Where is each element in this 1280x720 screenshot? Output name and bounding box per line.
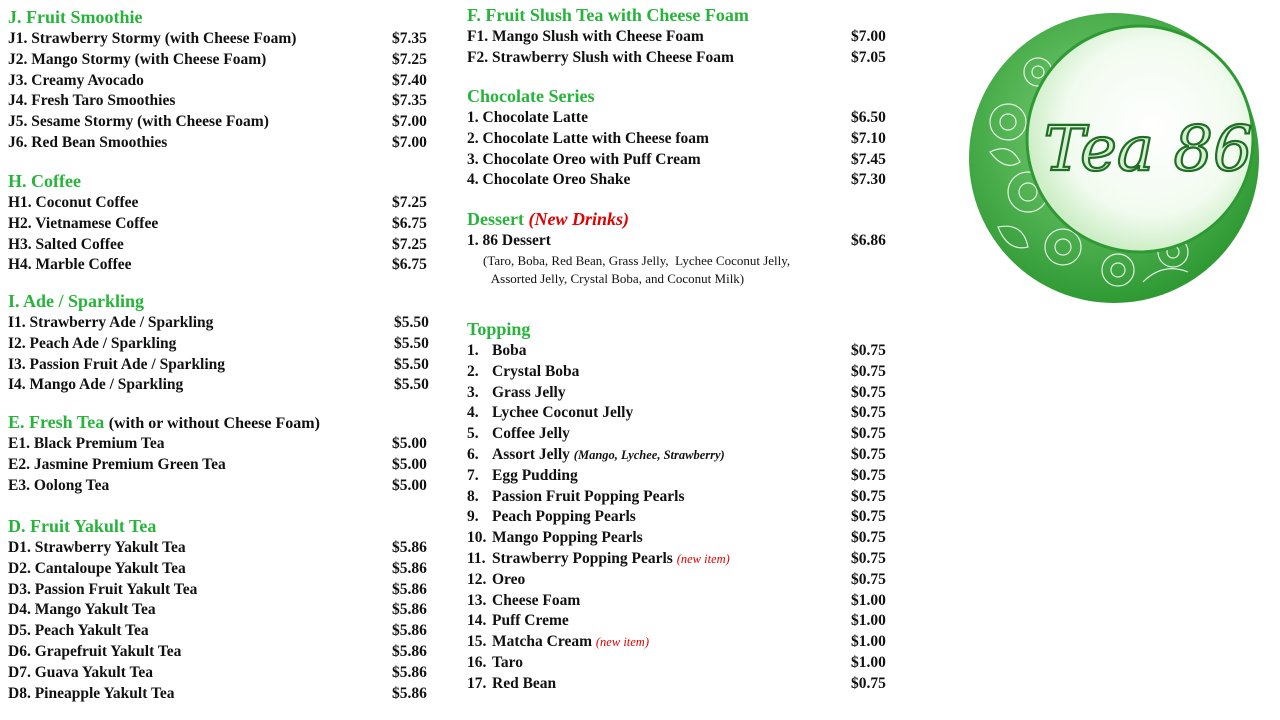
- menu-item-name-wrap: [467, 487, 684, 508]
- menu-item-price: $7.25: [392, 194, 427, 211]
- topping-number: 13.: [467, 591, 487, 609]
- menu-item-name: H2. Vietnamese Coffee: [8, 214, 159, 232]
- menu-item-price: $7.40: [392, 71, 427, 89]
- menu-item-price: $6.86: [851, 232, 886, 249]
- menu-item: [8, 663, 438, 684]
- topping-number: 3.: [467, 383, 479, 401]
- menu-item-name-wrap: [8, 642, 181, 663]
- menu-item-name-wrap: [8, 580, 197, 601]
- menu-item-name-wrap: [8, 355, 225, 376]
- section-title-text: H. Coffee: [8, 171, 81, 191]
- section-title-text: D. Fruit Yakult Tea: [8, 516, 157, 536]
- topping-number: 1.: [467, 342, 479, 359]
- menu-item-name: J1. Strawberry Stormy (with Cheese Foam): [8, 30, 297, 47]
- menu-item-price: $5.86: [392, 663, 427, 681]
- menu-item-price: $0.75: [851, 529, 886, 547]
- menu-item-price: $1.00: [851, 633, 886, 651]
- section-title: [467, 208, 897, 231]
- menu-item-price: $0.75: [851, 425, 886, 443]
- topping-number: 14.: [467, 612, 487, 630]
- section-title: [8, 170, 438, 193]
- menu-item-name-wrap: [8, 112, 269, 133]
- menu-item: [8, 313, 438, 334]
- menu-item-price: $5.86: [392, 580, 427, 598]
- menu-section-d: [8, 515, 438, 704]
- menu-item-name: D5. Peach Yakult Tea: [8, 622, 149, 640]
- menu-item-name-wrap: [467, 129, 709, 150]
- menu-item-name-wrap: [8, 434, 164, 455]
- menu-item-name: 4. Chocolate Oreo Shake: [467, 171, 631, 189]
- menu-item-name: 1. Chocolate Latte: [467, 109, 588, 126]
- menu-item-price: $7.00: [392, 133, 427, 151]
- menu-item-price: $0.75: [851, 674, 886, 692]
- menu-item-name: D3. Passion Fruit Yakult Tea: [8, 580, 198, 598]
- menu-item-price: $6.75: [392, 256, 427, 274]
- menu-item: [8, 29, 438, 50]
- topping-number: 15.: [467, 633, 487, 651]
- section-title: [467, 4, 897, 27]
- new-item-note: (new item): [595, 635, 649, 650]
- menu-item-name: 3. Chocolate Oreo with Puff Cream: [467, 150, 701, 168]
- menu-item-price: $6.75: [392, 214, 427, 232]
- menu-item-name: I1. Strawberry Ade / Sparkling: [8, 314, 214, 331]
- new-drinks-label: (New Drinks): [528, 209, 629, 229]
- section-title-text: J. Fruit Smoothie: [8, 7, 143, 27]
- menu-section-c: [467, 85, 897, 191]
- menu-item-name-wrap: [8, 91, 175, 112]
- menu-item: [467, 487, 897, 508]
- menu-item-name-wrap: [8, 313, 213, 334]
- menu-item-name: Puff Creme: [492, 612, 569, 630]
- menu-item-name: Peach Popping Pearls: [492, 508, 636, 526]
- menu-item-name-wrap: [467, 48, 734, 69]
- menu-item: [8, 538, 438, 559]
- menu-item-name: F1. Mango Slush with Cheese Foam: [467, 28, 704, 45]
- menu-item-name: Oreo: [492, 570, 526, 588]
- menu-item-name-wrap: [8, 684, 175, 705]
- menu-item: [8, 193, 438, 214]
- menu-item-price: $5.00: [392, 476, 427, 494]
- new-item-note: (new item): [676, 551, 730, 566]
- menu-item-name-wrap: [467, 27, 704, 48]
- menu-item-price: $5.86: [392, 539, 427, 556]
- menu-item-name: D2. Cantaloupe Yakult Tea: [8, 559, 186, 577]
- menu-item-name: D6. Grapefruit Yakult Tea: [8, 642, 182, 660]
- menu-item-price: $0.75: [851, 383, 886, 401]
- section-title-text: Dessert: [467, 209, 524, 229]
- menu-item-name: H3. Salted Coffee: [8, 235, 124, 253]
- menu-item-name-wrap: [8, 455, 226, 476]
- menu-item: [467, 108, 897, 129]
- menu-item-name: J5. Sesame Stormy (with Cheese Foam): [8, 113, 269, 131]
- menu-item-price: $0.75: [851, 445, 886, 463]
- menu-item: [467, 611, 897, 632]
- logo-text: Tea 86: [1043, 112, 1253, 185]
- menu-item-price: $7.05: [851, 48, 886, 66]
- menu-item-name: J3. Creamy Avocado: [8, 71, 144, 89]
- section-title-text: F. Fruit Slush Tea with Cheese Foam: [467, 5, 749, 25]
- menu-item-name: E1. Black Premium Tea: [8, 435, 165, 452]
- menu-item-price: $0.75: [851, 342, 886, 359]
- topping-number: 9.: [467, 508, 479, 526]
- menu-item: [8, 255, 438, 276]
- menu-item: [8, 355, 438, 376]
- menu-item: [467, 591, 897, 612]
- menu-item-name: D8. Pineapple Yakult Tea: [8, 684, 175, 702]
- menu-item: [467, 129, 897, 150]
- menu-item: [467, 466, 897, 487]
- menu-item-name-wrap: [467, 466, 578, 487]
- menu-item-name: J6. Red Bean Smoothies: [8, 133, 168, 151]
- menu-item-name-wrap: [8, 538, 186, 559]
- menu-item-price: $7.35: [392, 30, 427, 47]
- menu-item-price: $1.00: [851, 653, 886, 671]
- menu-item-name-wrap: [467, 341, 526, 362]
- menu-item-name-wrap: [8, 476, 109, 497]
- menu-item-price: $5.86: [392, 622, 427, 640]
- menu-item-price: $7.30: [851, 171, 886, 189]
- section-title-text: Topping: [467, 319, 531, 339]
- menu-section-f: [467, 4, 897, 69]
- menu-item-name: 2. Chocolate Latte with Cheese foam: [467, 129, 709, 147]
- dessert-description: (Taro, Boba, Red Bean, Grass Jelly, Lychee Coconut Jelly,: [483, 252, 791, 268]
- menu-item: [8, 600, 438, 621]
- menu-item-price: $5.00: [392, 455, 427, 473]
- menu-item-name-wrap: [467, 570, 525, 591]
- menu-item: [467, 632, 897, 653]
- menu-item: [467, 445, 897, 466]
- menu-item-name: H1. Coconut Coffee: [8, 194, 139, 211]
- menu-item-price: $7.00: [851, 28, 886, 45]
- section-title: [8, 411, 438, 434]
- menu-item: [8, 235, 438, 256]
- menu-item-name-wrap: [467, 383, 566, 404]
- menu-item: [8, 133, 438, 154]
- menu-section-ds: [467, 208, 897, 288]
- menu-item-name-wrap: [8, 334, 176, 355]
- menu-item-name: Mango Popping Pearls: [492, 529, 643, 547]
- menu-item-name-wrap: [8, 600, 156, 621]
- menu-item-price: $7.35: [392, 92, 427, 110]
- menu-item-name-wrap: [8, 214, 158, 235]
- topping-number: 6.: [467, 445, 479, 463]
- menu-item-price: $0.75: [851, 487, 886, 505]
- menu-item: [467, 362, 897, 383]
- menu-item: [8, 112, 438, 133]
- menu-item-name: J2. Mango Stormy (with Cheese Foam): [8, 50, 267, 68]
- menu-item-name: Red Bean: [492, 674, 557, 692]
- menu-item-name-wrap: [467, 611, 569, 632]
- menu-item: [8, 375, 438, 396]
- menu-item: [467, 150, 897, 171]
- menu-item-name: Taro: [492, 653, 524, 671]
- menu-item: [8, 455, 438, 476]
- section-title: [467, 318, 897, 341]
- menu-item-name: Matcha Cream: [492, 633, 593, 651]
- menu-item-price: $5.50: [394, 314, 429, 331]
- menu-item-name-wrap: [8, 71, 144, 92]
- section-title: [8, 6, 438, 29]
- menu-item: [467, 424, 897, 445]
- menu-item-name: E3. Oolong Tea: [8, 476, 110, 494]
- menu-item: [467, 549, 897, 570]
- topping-number: 12.: [467, 570, 487, 588]
- menu-item-name: 1. 86 Dessert: [467, 232, 551, 249]
- menu-item: [467, 231, 897, 252]
- menu-item: [8, 334, 438, 355]
- menu-item: [467, 570, 897, 591]
- menu-item-name-wrap: [8, 255, 132, 276]
- menu-item-name-wrap: [8, 663, 153, 684]
- menu-item-name: Egg Pudding: [492, 466, 578, 484]
- topping-number: 5.: [467, 425, 479, 443]
- menu-item: [8, 476, 438, 497]
- menu-item-name: Cheese Foam: [492, 591, 581, 609]
- menu-item-name: Strawberry Popping Pearls: [492, 549, 673, 567]
- menu-item-name-wrap: [8, 559, 186, 580]
- menu-item-price: $7.25: [392, 50, 427, 68]
- menu-item-name-wrap: [467, 674, 556, 695]
- dessert-description: Assorted Jelly, Crystal Boba, and Coconut Milk): [485, 270, 745, 286]
- menu-item-name: Boba: [492, 342, 527, 359]
- menu-item-name: D1. Strawberry Yakult Tea: [8, 539, 186, 556]
- menu-item-name-wrap: [467, 362, 579, 383]
- menu-item-name-wrap: [8, 133, 167, 154]
- topping-number: 17.: [467, 674, 487, 692]
- section-title: [467, 85, 897, 108]
- menu-item: [467, 170, 897, 191]
- menu-item-price: $7.45: [851, 150, 886, 168]
- menu-item-price: $7.10: [851, 129, 886, 147]
- menu-item: [467, 403, 897, 424]
- menu-item-name: Grass Jelly: [492, 383, 566, 401]
- menu-item: [8, 642, 438, 663]
- menu-item-price: $5.00: [392, 435, 427, 452]
- menu-item: [467, 653, 897, 674]
- menu-item-name: Passion Fruit Popping Pearls: [492, 487, 685, 505]
- menu-item-name-wrap: [467, 528, 643, 549]
- section-title-text: Chocolate Series: [467, 86, 595, 106]
- menu-item-price: $5.86: [392, 642, 427, 660]
- menu-item-price: $7.00: [392, 113, 427, 131]
- menu-item-price: $0.75: [851, 549, 886, 567]
- menu-item-price: $5.86: [392, 559, 427, 577]
- menu-item-name-wrap: [467, 424, 570, 445]
- topping-number: 16.: [467, 653, 487, 671]
- menu-item-price: $1.00: [851, 591, 886, 609]
- menu-item-price: $5.86: [392, 684, 427, 702]
- menu-item-name-wrap: [8, 50, 266, 71]
- menu-section-e: [8, 411, 438, 496]
- section-title-text: I. Ade / Sparkling: [8, 291, 145, 311]
- menu-item: [8, 214, 438, 235]
- menu-item-name: Crystal Boba: [492, 362, 580, 380]
- menu-item: [467, 383, 897, 404]
- menu-item-name-wrap: [8, 375, 183, 396]
- menu-item-price: $6.50: [851, 109, 886, 126]
- menu-section-h: [8, 170, 438, 276]
- menu-item-name: J4. Fresh Taro Smoothies: [8, 92, 176, 110]
- section-title: [8, 290, 438, 313]
- menu-item-name-wrap: [467, 170, 630, 191]
- topping-number: 2.: [467, 362, 479, 380]
- menu-section-i: [8, 290, 438, 396]
- menu-item-name: H4. Marble Coffee: [8, 256, 132, 274]
- menu-item: [8, 434, 438, 455]
- menu-item-name-wrap: [467, 108, 588, 129]
- menu-item: [467, 27, 897, 48]
- menu-item: [467, 48, 897, 69]
- topping-number: 11.: [467, 549, 486, 567]
- menu-item-name-wrap: [467, 632, 649, 653]
- menu-item-price: $0.75: [851, 362, 886, 380]
- menu-item-name-wrap: [467, 549, 730, 570]
- menu-item-name-wrap: [8, 235, 124, 256]
- menu-item-name-wrap: [467, 231, 551, 252]
- menu-item-price: $5.86: [392, 601, 427, 619]
- item-note: (Mango, Lychee, Strawberry): [573, 447, 725, 462]
- menu-item: [8, 50, 438, 71]
- menu-item-name: F2. Strawberry Slush with Cheese Foam: [467, 48, 734, 66]
- menu-item-name: Coffee Jelly: [492, 425, 570, 443]
- menu-item: [8, 580, 438, 601]
- topping-number: 10.: [467, 529, 487, 547]
- menu-item-name: I4. Mango Ade / Sparkling: [8, 376, 184, 394]
- menu-item-name: I2. Peach Ade / Sparkling: [8, 334, 177, 352]
- menu-item-name: D4. Mango Yakult Tea: [8, 601, 156, 619]
- menu-item: [8, 559, 438, 580]
- menu-item-name-wrap: [8, 621, 149, 642]
- menu-item: [467, 507, 897, 528]
- menu-item: [467, 674, 897, 695]
- menu-item-name: I3. Passion Fruit Ade / Sparkling: [8, 355, 226, 373]
- menu-item-name: Assort Jelly: [492, 445, 570, 463]
- topping-number: 7.: [467, 466, 479, 484]
- menu-item: [8, 684, 438, 705]
- menu-item-price: $0.75: [851, 570, 886, 588]
- menu-item-price: $0.75: [851, 466, 886, 484]
- menu-item-name: Lychee Coconut Jelly: [492, 404, 634, 422]
- menu-item-name-wrap: [467, 591, 580, 612]
- menu-item: [467, 341, 897, 362]
- menu-item: [8, 621, 438, 642]
- menu-section-t: [467, 318, 897, 695]
- topping-number: 4.: [467, 404, 479, 422]
- menu-item-price: $7.25: [392, 235, 427, 253]
- menu-item-name-wrap: [467, 653, 523, 674]
- menu-item-name-wrap: [467, 150, 701, 171]
- menu-item-name-wrap: [467, 445, 725, 466]
- tea86-logo: [968, 12, 1260, 304]
- section-title-note: (with or without Cheese Foam): [108, 415, 320, 432]
- menu-item-name-wrap: [467, 403, 633, 424]
- menu-item-name-wrap: [8, 193, 138, 214]
- section-title-text: E. Fresh Tea: [8, 412, 105, 432]
- menu-item-price: $5.50: [394, 376, 429, 394]
- menu-item: [467, 528, 897, 549]
- section-title: [8, 515, 438, 538]
- menu-item-name-wrap: [8, 29, 296, 50]
- menu-item: [8, 91, 438, 112]
- menu-item-price: $5.50: [394, 334, 429, 352]
- menu-item: [8, 71, 438, 92]
- menu-item-price: $0.75: [851, 404, 886, 422]
- menu-item-name-wrap: [467, 507, 636, 528]
- menu-item-price: $0.75: [851, 508, 886, 526]
- topping-number: 8.: [467, 487, 479, 505]
- menu-item-price: $5.50: [394, 355, 429, 373]
- menu-section-j: [8, 6, 438, 154]
- menu-item-name: E2. Jasmine Premium Green Tea: [8, 455, 226, 473]
- menu-item-price: $1.00: [851, 612, 886, 630]
- menu-item-name: D7. Guava Yakult Tea: [8, 663, 153, 681]
